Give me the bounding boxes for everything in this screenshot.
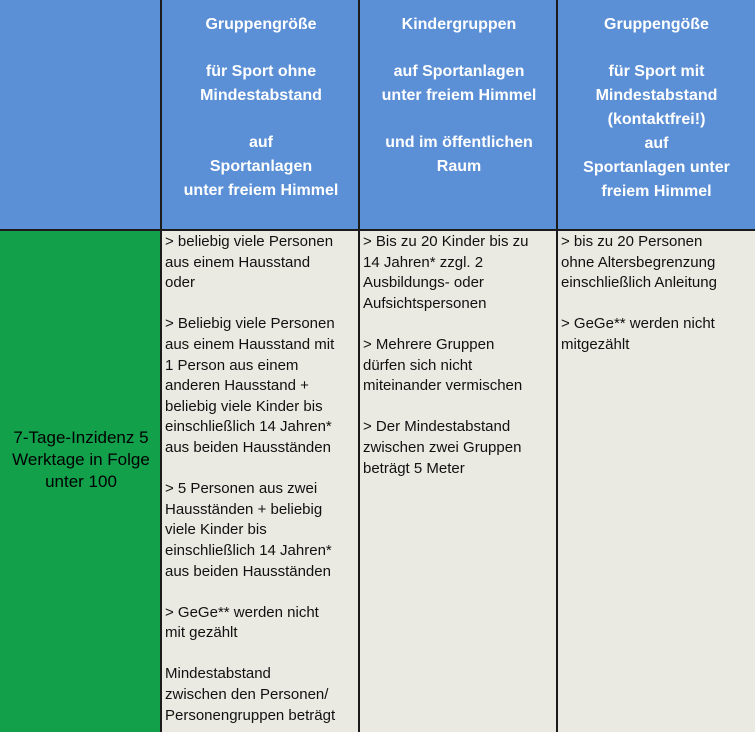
- blank-line: [561, 294, 755, 315]
- rule-text-line: zwischen den Personen/: [165, 686, 329, 704]
- rule-text-line: zwischen zwei Gruppen: [363, 438, 522, 456]
- header-text-line: unter freiem Himmel: [183, 182, 339, 199]
- header-text-line: auf: [644, 135, 669, 152]
- rule-text-line: beliebig viele Kinder bis: [165, 397, 323, 415]
- blank-line: [360, 37, 558, 60]
- row-label-incidence: [0, 230, 162, 732]
- rule-text-line: > GeGe** werden nicht: [561, 315, 715, 333]
- rule-text-line: 14 Jahren* zzgl. 2: [363, 253, 484, 271]
- header-text-line: Mindestabstand: [200, 87, 322, 104]
- rule-text-line: > Mehrere Gruppen: [363, 335, 495, 353]
- rule-text-line: oder: [165, 274, 196, 292]
- blank-line: [162, 108, 360, 131]
- header-cell-children-groups: [360, 0, 558, 230]
- rule-text-line: aus einem Hausstand mit: [165, 335, 335, 353]
- rule-text-line: dürfen sich nicht: [363, 356, 473, 374]
- rule-text-line: > 5 Personen aus zwei: [165, 480, 318, 498]
- header-text-line: auf Sportanlagen: [393, 63, 525, 80]
- header-text-line: für Sport mit: [608, 63, 705, 80]
- rule-text-line: Personengruppen beträgt: [165, 706, 336, 724]
- blank-line: [165, 582, 360, 603]
- rule-text-line: einschließlich 14 Jahren*: [165, 541, 332, 559]
- blank-line: [558, 37, 755, 60]
- rule-text-line: Ausbildungs- oder: [363, 274, 484, 292]
- rule-text-line: aus einem Hausstand: [165, 253, 311, 271]
- rule-text-line: mit gezählt: [165, 624, 238, 642]
- blank-line: [363, 314, 558, 335]
- rule-text-line: einschließlich 14 Jahren*: [165, 418, 332, 436]
- body-cell-children-groups: [360, 230, 558, 732]
- rule-text-line: > GeGe** werden nicht: [165, 603, 319, 621]
- blank-line: [363, 397, 558, 418]
- rule-text-line: beträgt 5 Meter: [363, 459, 465, 477]
- rule-text-line: aus beiden Hausständen: [165, 562, 331, 580]
- header-text-line: Gruppengröße: [205, 16, 317, 33]
- rule-text-line: aus beiden Hausständen: [165, 438, 331, 456]
- header-text-line: Sportanlagen unter: [583, 159, 730, 176]
- header-text-line: Sportanlagen: [209, 158, 313, 175]
- blank-line: [165, 294, 360, 315]
- blank-line: [162, 37, 360, 60]
- rule-text-line: > beliebig viele Personen: [165, 233, 334, 250]
- column-divider: [358, 0, 360, 732]
- rule-text-line: > Der Mindestabstand: [363, 418, 511, 436]
- rule-text-line: ohne Altersbegrenzung: [561, 253, 716, 271]
- header-cell-group-size-with-distance: [558, 0, 755, 230]
- header-text-line: auf: [249, 134, 273, 151]
- blank-line: [165, 459, 360, 480]
- header-text-line: für Sport ohne: [205, 63, 317, 80]
- header-cell-group-size-no-distance: [162, 0, 360, 230]
- rule-text-line: Hausständen + beliebig: [165, 500, 323, 518]
- column-divider: [556, 0, 558, 732]
- row-label-line: unter 100: [45, 472, 117, 491]
- column-divider: [160, 0, 162, 732]
- header-text-line: Raum: [436, 158, 482, 175]
- rule-text-line: Mindestabstand: [165, 665, 271, 683]
- header-text-line: Kindergruppen: [401, 16, 517, 33]
- blank-line: [360, 108, 558, 131]
- header-text-line: freiem Himmel: [601, 183, 712, 200]
- rule-text-line: viele Kinder bis: [165, 521, 267, 539]
- rule-text-line: mitgezählt: [561, 335, 630, 353]
- body-cell-group-size-no-distance: [162, 230, 360, 732]
- row-label-line: Werktage in Folge: [12, 450, 150, 469]
- header-text-line: Mindestabstand: [595, 87, 718, 104]
- body-cell-group-size-with-distance: [558, 230, 755, 732]
- table-corner-cell: [0, 0, 162, 230]
- header-text-line: (kontaktfrei!): [607, 111, 706, 128]
- rule-text-line: 1 Person aus einem: [165, 356, 299, 374]
- rule-text-line: Aufsichtspersonen: [363, 294, 487, 312]
- row-label-line: 7-Tage-Inzidenz 5: [13, 428, 149, 447]
- row-divider: [0, 229, 755, 231]
- rule-text-line: > bis zu 20 Personen: [561, 233, 703, 250]
- header-text-line: Gruppengöße: [604, 16, 709, 33]
- blank-line: [165, 644, 360, 665]
- rule-text-line: anderen Hausstand +: [165, 377, 309, 395]
- rule-text-line: > Beliebig viele Personen: [165, 315, 335, 333]
- header-text-line: und im öffentlichen: [385, 134, 533, 151]
- rule-text-line: einschließlich Anleitung: [561, 274, 717, 292]
- header-text-line: unter freiem Himmel: [381, 87, 537, 104]
- rule-text-line: > Bis zu 20 Kinder bis zu: [363, 233, 529, 250]
- rule-text-line: miteinander vermischen: [363, 377, 523, 395]
